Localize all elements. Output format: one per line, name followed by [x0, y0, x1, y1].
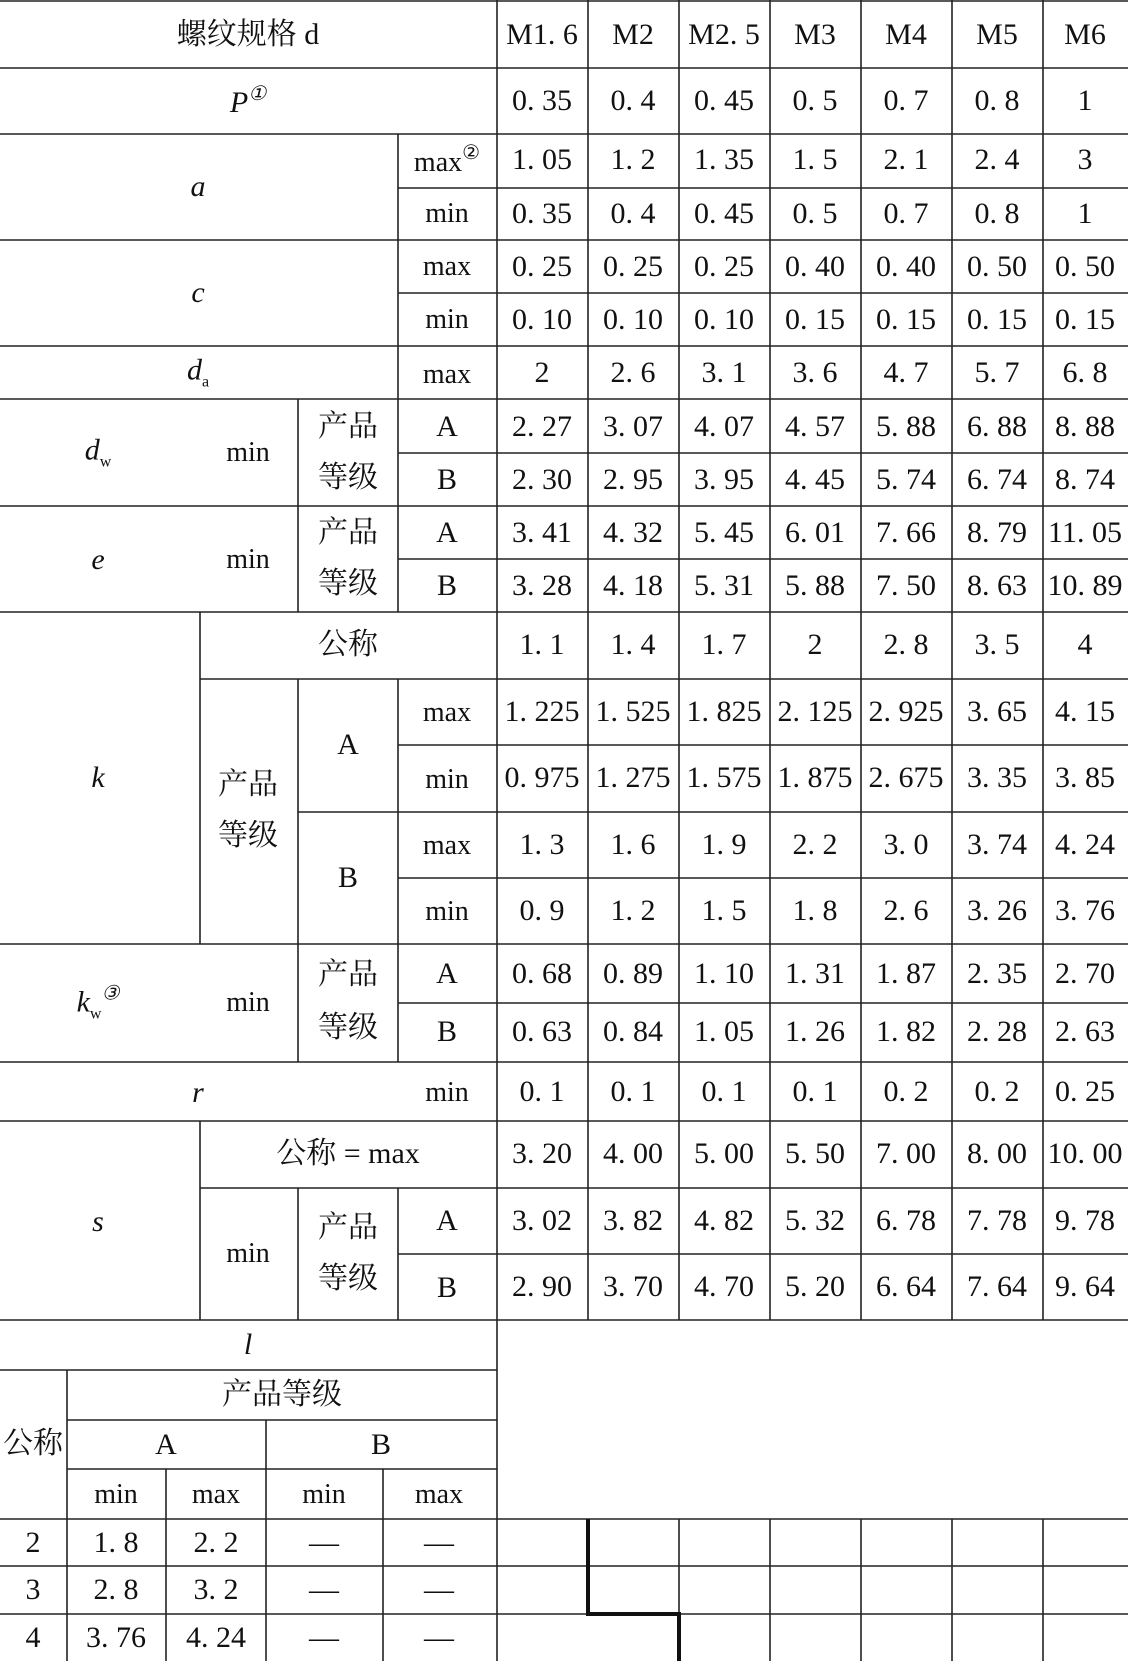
e-a-value-cell: 5. 45: [694, 516, 754, 549]
a-min-value-cell: 0. 7: [883, 197, 929, 230]
k-a-min-value-cell: 1. 275: [595, 761, 671, 794]
l-row-a-max: 3. 2: [193, 1573, 239, 1606]
p-value-cell: 0. 7: [883, 84, 929, 117]
s-b-value-cell: 5. 20: [785, 1270, 845, 1303]
l-row-a-min: 2. 8: [93, 1573, 139, 1606]
k-nominal-value-cell: 1. 7: [701, 628, 747, 661]
l-nominal-label: 公称: [3, 1427, 63, 1460]
l-row-nominal: 3: [25, 1573, 41, 1606]
da-value-cell: 2. 6: [610, 356, 656, 389]
k-a-max-value-cell: 2. 925: [868, 695, 944, 728]
k-b-min-value-cell: 1. 8: [792, 894, 838, 927]
e-b-value-cell: 7. 50: [876, 569, 936, 602]
l-row-b-min: —: [309, 1621, 339, 1654]
k-a-max-value-cell: 1. 225: [504, 695, 580, 728]
dw-b-value-cell: 3. 95: [694, 463, 754, 496]
da-value-cell: 3. 1: [701, 356, 747, 389]
dw-grade-line2: 等级: [318, 461, 378, 494]
c-max-value-cell: 0. 50: [967, 250, 1027, 283]
kw-label: $k_w^③$: [76, 982, 120, 1023]
a-min-value-cell: 1: [1077, 197, 1093, 230]
a-min-value-cell: 0. 35: [512, 197, 572, 230]
l-row-b-max: —: [424, 1621, 454, 1654]
e-b-value-cell: 4. 18: [603, 569, 663, 602]
dw-a-value-cell: 3. 07: [603, 410, 663, 443]
kw-a-value-cell: 1. 87: [876, 957, 936, 990]
a-min-label: min: [425, 198, 469, 229]
a-min-value-cell: 0. 4: [610, 197, 656, 230]
k-b-max-value-cell: 1. 9: [701, 828, 747, 861]
l-b-min-label: min: [302, 1479, 346, 1510]
e-b-value-cell: 5. 31: [694, 569, 754, 602]
dw-a-value-cell: 5. 88: [876, 410, 936, 443]
k-nominal-value-cell: 4: [1077, 628, 1093, 661]
header-row-label: 螺纹规格 d: [176, 18, 320, 51]
c-max-value-cell: 0. 40: [876, 250, 936, 283]
l-row-b-min: —: [309, 1573, 339, 1606]
r-label: r: [192, 1076, 204, 1109]
k-grade-a: A: [337, 728, 359, 761]
e-label: e: [91, 543, 105, 576]
l-grade-b: B: [370, 1428, 392, 1461]
c-max-value-cell: 0. 25: [694, 250, 754, 283]
c-label: c: [191, 276, 205, 309]
kw-a-value-cell: 1. 31: [785, 957, 845, 990]
l-row-a-min: 1. 8: [93, 1526, 139, 1559]
s-label: s: [92, 1205, 104, 1238]
c-max-value-cell: 0. 25: [512, 250, 572, 283]
k-a-max-label: max: [422, 697, 472, 728]
c-max-value-cell: 0. 40: [785, 250, 845, 283]
kw-b-value-cell: 2. 28: [967, 1015, 1027, 1048]
kw-grade-line1: 产品: [318, 958, 378, 991]
s-a-value-cell: 6. 78: [876, 1204, 936, 1237]
r-value-cell: 0. 2: [883, 1075, 929, 1108]
kw-grade-line2: 等级: [318, 1011, 378, 1044]
c-max-value-cell: 0. 25: [603, 250, 663, 283]
k-a-min-value-cell: 0. 975: [504, 761, 580, 794]
kw-a-value-cell: 2. 35: [967, 957, 1027, 990]
da-value-cell: 6. 8: [1062, 356, 1108, 389]
l-row-b-min: —: [309, 1526, 339, 1559]
k-nominal-value-cell: 1. 1: [519, 628, 565, 661]
l-row-nominal: 2: [25, 1526, 41, 1559]
header-size-cell: M3: [794, 18, 836, 51]
dw-b-value-cell: 4. 45: [785, 463, 845, 496]
a-max-value-cell: 1. 05: [512, 143, 572, 176]
dw-a-value-cell: 6. 88: [967, 410, 1027, 443]
kw-grade-b: B: [436, 1015, 458, 1048]
da-label: $d_a$: [186, 353, 210, 391]
e-grade-a: A: [436, 516, 458, 549]
s-a-value-cell: 4. 82: [694, 1204, 754, 1237]
k-a-max-value-cell: 1. 525: [595, 695, 671, 728]
kw-b-value-cell: 1. 05: [694, 1015, 754, 1048]
kw-qual-label: min: [226, 987, 270, 1018]
l-grade-header: 产品等级: [222, 1378, 342, 1411]
kw-b-value-cell: 1. 26: [785, 1015, 845, 1048]
l-row-b-max: —: [424, 1573, 454, 1606]
kw-a-value-cell: 2. 70: [1055, 957, 1115, 990]
l-row-a-max: 2. 2: [193, 1526, 239, 1559]
e-a-value-cell: 11. 05: [1048, 516, 1122, 549]
k-a-min-value-cell: 1. 575: [686, 761, 762, 794]
k-b-min-value-cell: 2. 6: [883, 894, 929, 927]
k-a-min-value-cell: 1. 875: [777, 761, 853, 794]
p-value-cell: 0. 5: [792, 84, 838, 117]
r-value-cell: 0. 25: [1055, 1075, 1115, 1108]
k-a-min-value-cell: 3. 85: [1055, 761, 1115, 794]
a-max-value-cell: 1. 5: [792, 143, 838, 176]
k-a-max-value-cell: 1. 825: [686, 695, 762, 728]
k-grade-b: B: [337, 861, 359, 894]
k-b-max-value-cell: 2. 2: [792, 828, 838, 861]
k-b-max-label: max: [422, 830, 472, 861]
k-nominal-label: 公称: [318, 628, 378, 661]
a-max-value-cell: 1. 2: [610, 143, 656, 176]
kw-grade-a: A: [436, 957, 458, 990]
s-grade-line2: 等级: [318, 1262, 378, 1295]
l-row-b-max: —: [424, 1526, 454, 1559]
dw-b-value-cell: 2. 30: [512, 463, 572, 496]
k-nominal-value-cell: 3. 5: [974, 628, 1020, 661]
c-min-value-cell: 0. 10: [512, 303, 572, 336]
l-grade-a: A: [155, 1428, 177, 1461]
k-nominal-value-cell: 2. 8: [883, 628, 929, 661]
s-b-value-cell: 6. 64: [876, 1270, 936, 1303]
k-b-max-value-cell: 1. 6: [610, 828, 656, 861]
header-size-cell: M4: [885, 18, 927, 51]
s-nominal-value-cell: 10. 00: [1047, 1137, 1123, 1170]
dw-a-value-cell: 8. 88: [1055, 410, 1115, 443]
dw-grade-line1: 产品: [318, 410, 378, 443]
p-label: P①: [229, 83, 267, 119]
l-b-max-label: max: [414, 1479, 464, 1510]
kw-a-value-cell: 0. 68: [512, 957, 572, 990]
header-size-cell: M6: [1064, 18, 1106, 51]
s-grade-b: B: [436, 1271, 458, 1304]
e-b-value-cell: 10. 89: [1047, 569, 1123, 602]
p-value-cell: 0. 35: [512, 84, 572, 117]
c-max-value-cell: 0. 50: [1055, 250, 1115, 283]
k-b-max-value-cell: 1. 3: [519, 828, 565, 861]
e-b-value-cell: 5. 88: [785, 569, 845, 602]
a-max-value-cell: 1. 35: [694, 143, 754, 176]
r-value-cell: 0. 1: [610, 1075, 656, 1108]
c-max-label: max: [422, 251, 472, 282]
s-b-value-cell: 2. 90: [512, 1270, 572, 1303]
s-nominal-value-cell: 3. 20: [512, 1137, 572, 1170]
k-a-max-value-cell: 4. 15: [1055, 695, 1115, 728]
dw-grade-a: A: [436, 410, 458, 443]
c-min-value-cell: 0. 15: [967, 303, 1027, 336]
l-label: l: [243, 1328, 253, 1361]
k-a-min-label: min: [425, 764, 469, 795]
dw-a-value-cell: 2. 27: [512, 410, 572, 443]
k-b-min-value-cell: 1. 2: [610, 894, 656, 927]
dw-label: $d_w$: [84, 433, 112, 471]
e-a-value-cell: 7. 66: [876, 516, 936, 549]
k-a-max-value-cell: 2. 125: [777, 695, 853, 728]
header-size-cell: M1. 6: [506, 18, 578, 51]
dw-grade-b: B: [436, 463, 458, 496]
a-max-value-cell: 2. 1: [883, 143, 929, 176]
k-grade-line2: 等级: [218, 819, 278, 852]
k-grade-line1: 产品: [218, 768, 278, 801]
l-row-a-max: 4. 24: [186, 1621, 246, 1654]
kw-b-value-cell: 0. 84: [603, 1015, 663, 1048]
p-value-cell: 0. 4: [610, 84, 656, 117]
e-grade-b: B: [436, 569, 458, 602]
k-b-min-value-cell: 0. 9: [519, 894, 565, 927]
c-min-value-cell: 0. 15: [876, 303, 936, 336]
s-b-value-cell: 7. 64: [967, 1270, 1027, 1303]
dw-b-value-cell: 2. 95: [603, 463, 663, 496]
l-row-a-min: 3. 76: [86, 1621, 146, 1654]
k-a-min-value-cell: 3. 35: [967, 761, 1027, 794]
p-value-cell: 1: [1077, 84, 1093, 117]
r-value-cell: 0. 1: [519, 1075, 565, 1108]
s-b-value-cell: 4. 70: [694, 1270, 754, 1303]
k-nominal-value-cell: 1. 4: [610, 628, 656, 661]
s-grade-a: A: [436, 1204, 458, 1237]
k-b-max-value-cell: 4. 24: [1055, 828, 1115, 861]
a-label: a: [190, 170, 206, 203]
a-min-value-cell: 0. 45: [694, 197, 754, 230]
dw-qual-label: min: [226, 437, 270, 468]
header-size-cell: M2: [612, 18, 654, 51]
s-b-value-cell: 9. 64: [1055, 1270, 1115, 1303]
k-b-min-value-cell: 1. 5: [701, 894, 747, 927]
k-b-max-value-cell: 3. 74: [967, 828, 1027, 861]
dw-a-value-cell: 4. 57: [785, 410, 845, 443]
e-a-value-cell: 3. 41: [512, 516, 572, 549]
a-min-value-cell: 0. 5: [792, 197, 838, 230]
c-min-value-cell: 0. 10: [603, 303, 663, 336]
k-label: k: [91, 761, 105, 794]
k-b-max-value-cell: 3. 0: [883, 828, 929, 861]
kw-a-value-cell: 1. 10: [694, 957, 754, 990]
a-max-value-cell: 3: [1077, 143, 1093, 176]
k-b-min-value-cell: 3. 76: [1055, 894, 1115, 927]
s-nominal-label: 公称 = max: [276, 1137, 420, 1170]
e-b-value-cell: 8. 63: [967, 569, 1027, 602]
kw-b-value-cell: 0. 63: [512, 1015, 572, 1048]
r-value-cell: 0. 2: [974, 1075, 1020, 1108]
e-a-value-cell: 6. 01: [785, 516, 845, 549]
s-nominal-value-cell: 4. 00: [603, 1137, 663, 1170]
step-boundary-line: [588, 1519, 679, 1661]
s-a-value-cell: 3. 02: [512, 1204, 572, 1237]
dw-b-value-cell: 8. 74: [1055, 463, 1115, 496]
header-size-cell: M5: [976, 18, 1018, 51]
da-value-cell: 3. 6: [792, 356, 838, 389]
kw-b-value-cell: 2. 63: [1055, 1015, 1115, 1048]
e-grade-line1: 产品: [318, 516, 378, 549]
dw-b-value-cell: 6. 74: [967, 463, 1027, 496]
l-row-nominal: 4: [25, 1621, 41, 1654]
e-qual-label: min: [226, 544, 270, 575]
c-min-value-cell: 0. 10: [694, 303, 754, 336]
s-nominal-value-cell: 7. 00: [876, 1137, 936, 1170]
k-b-min-value-cell: 3. 26: [967, 894, 1027, 927]
c-min-value-cell: 0. 15: [1055, 303, 1115, 336]
da-value-cell: 5. 7: [974, 356, 1020, 389]
k-a-min-value-cell: 2. 675: [868, 761, 944, 794]
c-min-label: min: [425, 304, 469, 335]
s-nominal-value-cell: 5. 50: [785, 1137, 845, 1170]
p-value-cell: 0. 45: [694, 84, 754, 117]
r-value-cell: 0. 1: [701, 1075, 747, 1108]
k-a-max-value-cell: 3. 65: [967, 695, 1027, 728]
p-value-cell: 0. 8: [974, 84, 1020, 117]
dw-a-value-cell: 4. 07: [694, 410, 754, 443]
s-a-value-cell: 5. 32: [785, 1204, 845, 1237]
r-qual-label: min: [425, 1077, 469, 1108]
kw-b-value-cell: 1. 82: [876, 1015, 936, 1048]
da-value-cell: 4. 7: [883, 356, 929, 389]
c-min-value-cell: 0. 15: [785, 303, 845, 336]
a-max-label: max②: [413, 142, 481, 178]
l-a-max-label: max: [191, 1479, 241, 1510]
k-b-min-label: min: [425, 896, 469, 927]
e-a-value-cell: 8. 79: [967, 516, 1027, 549]
a-min-value-cell: 0. 8: [974, 197, 1020, 230]
da-value-cell: 2: [534, 356, 550, 389]
e-b-value-cell: 3. 28: [512, 569, 572, 602]
s-b-value-cell: 3. 70: [603, 1270, 663, 1303]
k-nominal-value-cell: 2: [807, 628, 823, 661]
da-qual-label: max: [422, 359, 472, 390]
dw-b-value-cell: 5. 74: [876, 463, 936, 496]
s-a-value-cell: 3. 82: [603, 1204, 663, 1237]
e-grade-line2: 等级: [318, 567, 378, 600]
r-value-cell: 0. 1: [792, 1075, 838, 1108]
s-grade-line1: 产品: [318, 1211, 378, 1244]
s-a-value-cell: 9. 78: [1055, 1204, 1115, 1237]
s-nominal-value-cell: 8. 00: [967, 1137, 1027, 1170]
s-min-label: min: [226, 1238, 270, 1269]
l-a-min-label: min: [94, 1479, 138, 1510]
header-size-cell: M2. 5: [688, 18, 760, 51]
s-a-value-cell: 7. 78: [967, 1204, 1027, 1237]
kw-a-value-cell: 0. 89: [603, 957, 663, 990]
a-max-value-cell: 2. 4: [974, 143, 1020, 176]
s-nominal-value-cell: 5. 00: [694, 1137, 754, 1170]
e-a-value-cell: 4. 32: [603, 516, 663, 549]
